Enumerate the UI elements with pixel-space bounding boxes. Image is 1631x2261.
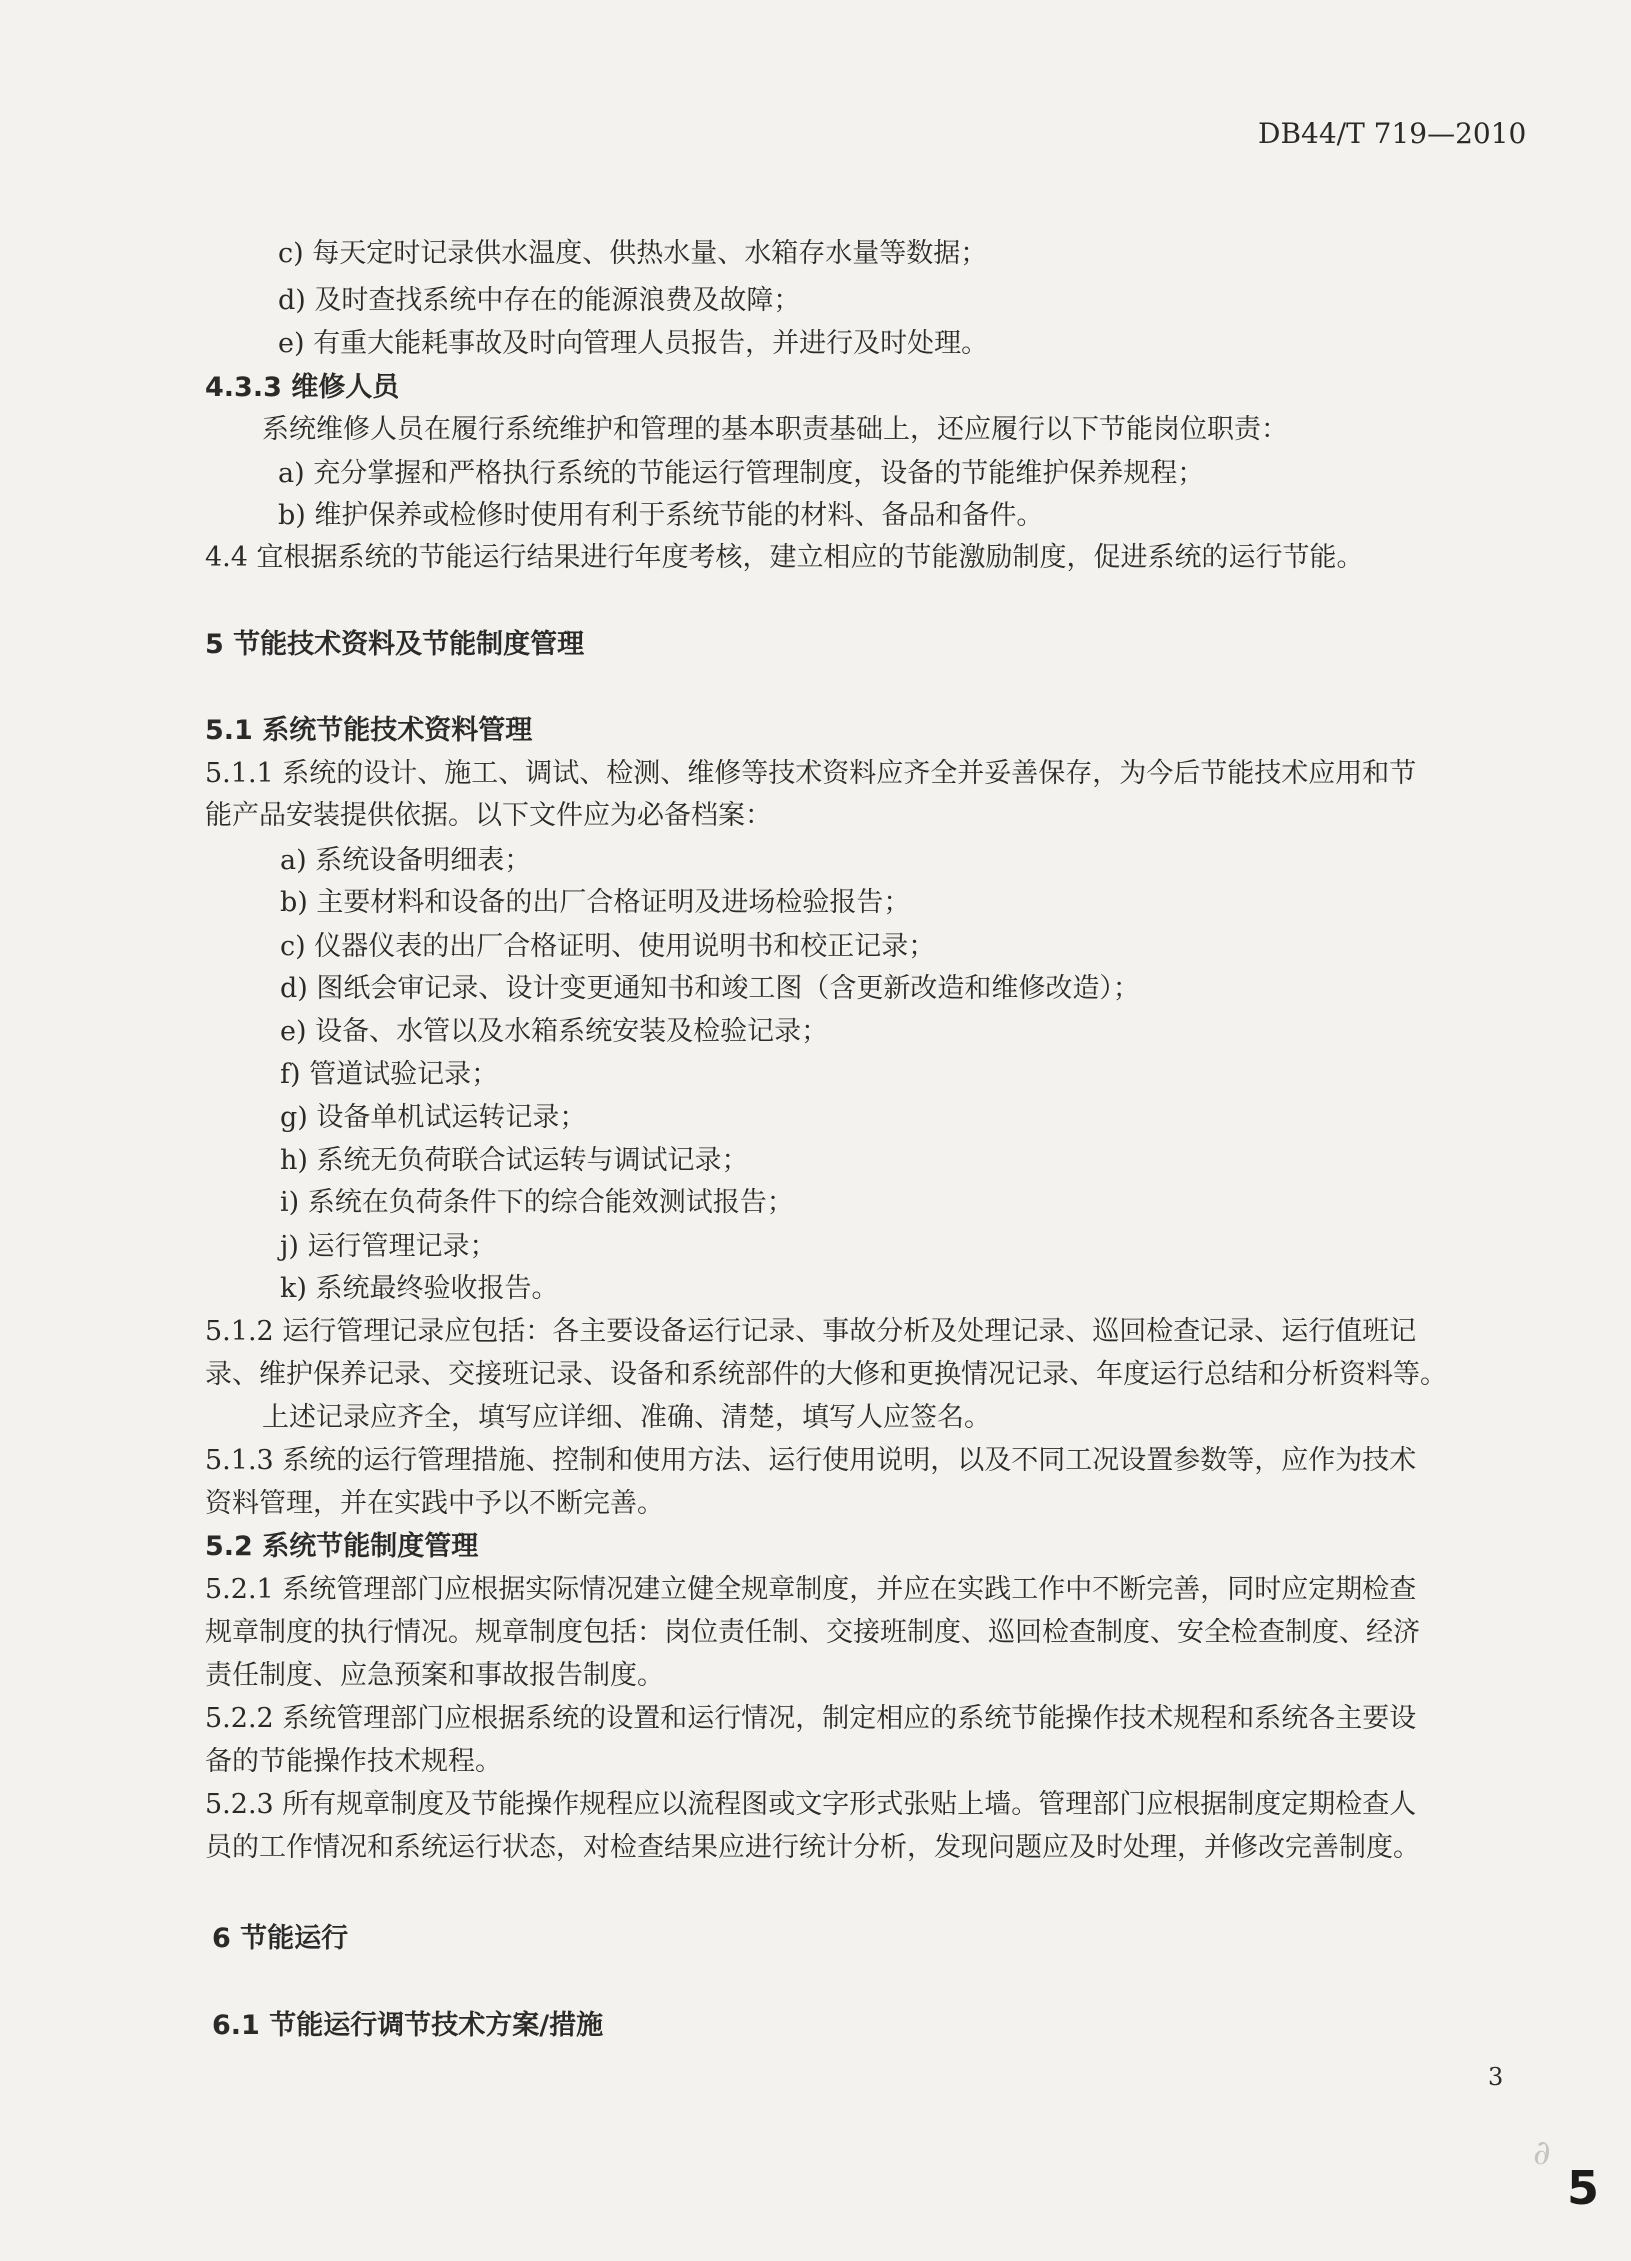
paragraph-5-1-1-line1: 5.1.1 系统的设计、施工、调试、检测、维修等技术资料应齐全并妥善保存，为今后节能技术应用和节 bbox=[205, 758, 1417, 789]
page-number: 3 bbox=[1488, 2063, 1504, 2091]
section-6-heading: 6 节能运行 bbox=[212, 1923, 349, 1954]
list-item-c: c) 每天定时记录供水温度、供热水量、水箱存水量等数据； bbox=[278, 238, 988, 269]
list-item-k: k) 系统最终验收报告。 bbox=[280, 1273, 559, 1304]
list-item-b: b) 维护保养或检修时使用有利于系统节能的材料、备品和备件。 bbox=[278, 500, 1044, 531]
stamp-page-number: 5 bbox=[1567, 2161, 1600, 2215]
section-4-3-3-heading: 4.3.3 维修人员 bbox=[205, 372, 400, 403]
paragraph-5-2-3-line1: 5.2.3 所有规章制度及节能操作规程应以流程图或文字形式张贴上墙。管理部门应根据制度定期检查人 bbox=[205, 1789, 1417, 1820]
list-item-a: a) 系统设备明细表； bbox=[280, 845, 532, 876]
section-5-heading: 5 节能技术资料及节能制度管理 bbox=[205, 629, 585, 660]
list-item-e: e) 设备、水管以及水箱系统安装及检验记录； bbox=[280, 1016, 829, 1047]
paragraph-5-1-3-line1: 5.1.3 系统的运行管理措施、控制和使用方法、运行使用说明，以及不同工况设置参数等，应作为技术 bbox=[205, 1445, 1417, 1476]
paragraph-5-2-1-line2: 规章制度的执行情况。规章制度包括：岗位责任制、交接班制度、巡回检查制度、安全检查制度、经济 bbox=[205, 1617, 1420, 1648]
paragraph-5-2-1-line3: 责任制度、应急预案和事故报告制度。 bbox=[205, 1660, 664, 1691]
list-item-f: f) 管道试验记录； bbox=[280, 1059, 499, 1090]
section-6-1-heading: 6.1 节能运行调节技术方案/措施 bbox=[212, 2010, 604, 2041]
doc-number-header: DB44/T 719—2010 bbox=[1258, 117, 1527, 150]
list-item-h: h) 系统无负荷联合试运转与调试记录； bbox=[280, 1145, 749, 1176]
paragraph-5-1-2-line1: 5.1.2 运行管理记录应包括：各主要设备运行记录、事故分析及处理记录、巡回检查记录、运行值班记 bbox=[205, 1316, 1417, 1347]
paragraph-5-2-1-line1: 5.2.1 系统管理部门应根据实际情况建立健全规章制度，并应在实践工作中不断完善，同时应定期检查 bbox=[205, 1574, 1417, 1605]
paragraph-5-1-2-line3: 上述记录应齐全，填写应详细、准确、清楚，填写人应签名。 bbox=[262, 1402, 991, 1433]
section-4-3-3-intro: 系统维修人员在履行系统维护和管理的基本职责基础上，还应履行以下节能岗位职责： bbox=[262, 414, 1288, 445]
list-item-j: j) 运行管理记录； bbox=[280, 1231, 497, 1262]
list-item-e: e) 有重大能耗事故及时向管理人员报告，并进行及时处理。 bbox=[278, 328, 989, 359]
faint-mark: ∂ bbox=[1533, 2133, 1551, 2173]
list-item-g: g) 设备单机试运转记录； bbox=[280, 1102, 587, 1133]
list-item-d: d) 图纸会审记录、设计变更通知书和竣工图（含更新改造和维修改造）； bbox=[280, 973, 1140, 1004]
list-item-c: c) 仪器仪表的出厂合格证明、使用说明书和校正记录； bbox=[280, 931, 936, 962]
section-5-1-heading: 5.1 系统节能技术资料管理 bbox=[205, 715, 533, 746]
list-item-i: i) 系统在负荷条件下的综合能效测试报告； bbox=[280, 1187, 794, 1218]
list-item-b: b) 主要材料和设备的出厂合格证明及进场检验报告； bbox=[280, 887, 911, 918]
section-5-2-heading: 5.2 系统节能制度管理 bbox=[205, 1531, 479, 1562]
paragraph-5-1-3-line2: 资料管理，并在实践中予以不断完善。 bbox=[205, 1488, 664, 1519]
paragraph-5-2-2-line2: 备的节能操作技术规程。 bbox=[205, 1746, 502, 1777]
list-item-d: d) 及时查找系统中存在的能源浪费及故障； bbox=[278, 285, 801, 316]
list-item-a: a) 充分掌握和严格执行系统的节能运行管理制度，设备的节能维护保养规程； bbox=[278, 458, 1205, 489]
paragraph-5-1-1-line2: 能产品安装提供依据。以下文件应为必备档案： bbox=[205, 800, 772, 831]
paragraph-5-2-2-line1: 5.2.2 系统管理部门应根据系统的设置和运行情况，制定相应的系统节能操作技术规程和系统各主要设 bbox=[205, 1703, 1417, 1734]
section-4-4-paragraph: 4.4 宜根据系统的节能运行结果进行年度考核，建立相应的节能激励制度，促进系统的运行节能。 bbox=[205, 542, 1364, 573]
paragraph-5-2-3-line2: 员的工作情况和系统运行状态，对检查结果应进行统计分析，发现问题应及时处理，并修改完善制度。 bbox=[205, 1832, 1420, 1863]
paragraph-5-1-2-line2: 录、维护保养记录、交接班记录、设备和系统部件的大修和更换情况记录、年度运行总结和分析资料等。 bbox=[205, 1359, 1447, 1390]
